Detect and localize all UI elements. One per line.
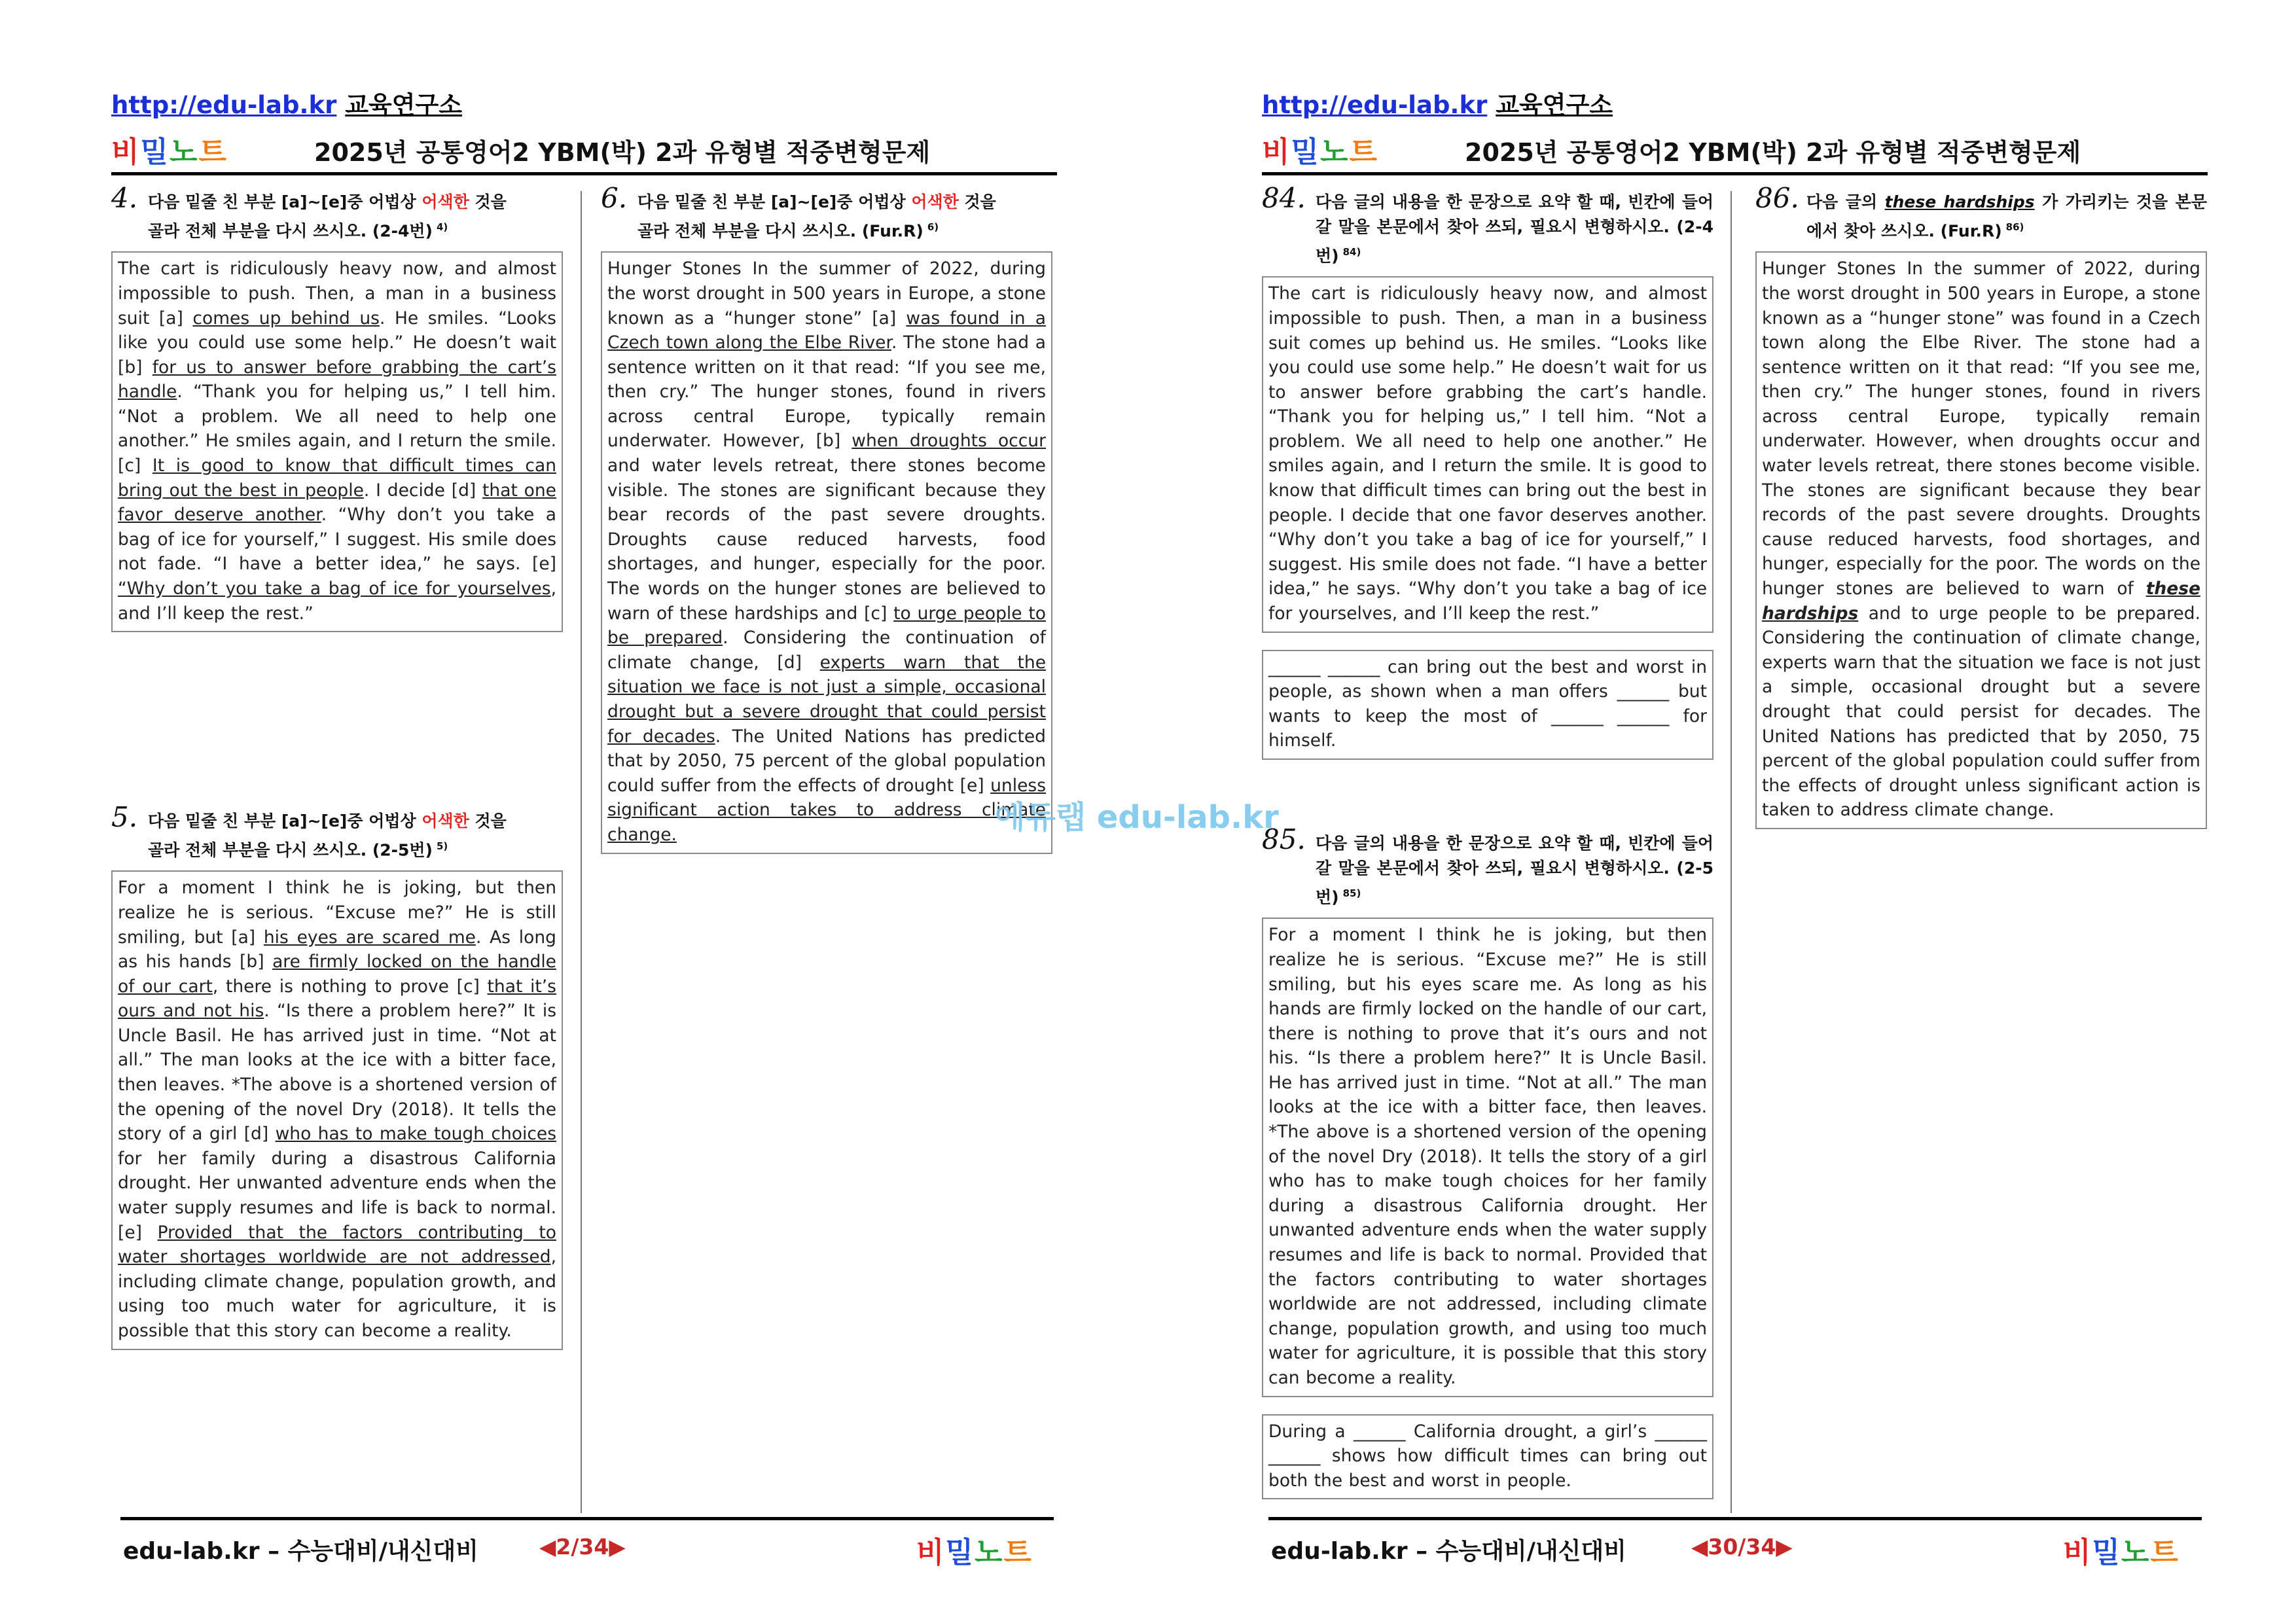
question-84 bbox=[1262, 182, 1713, 760]
question-number: 6. bbox=[601, 182, 628, 214]
summary-box: During a ______ California drought, a girl’s ______ ______ shows how difficult times can bring out both the best and worst in people. bbox=[1262, 1414, 1713, 1500]
question-4 bbox=[111, 182, 563, 632]
underlined-part-d: experts warn that the situation we face is not just a simple, occasional drought but a severe drought that could persist for decades bbox=[607, 652, 1046, 747]
underlined-part-c: to urge people to be prepared bbox=[607, 603, 1046, 649]
footer-brand-logo: 비밀노트 bbox=[2063, 1536, 2180, 1569]
site-org: 교육연구소 bbox=[345, 91, 462, 119]
site-url[interactable]: http://edu-lab.kr bbox=[1262, 91, 1488, 119]
underlined-part-b: are firmly locked on the handle of our cart bbox=[118, 952, 556, 997]
question-number: 4. bbox=[111, 182, 138, 214]
underlined-part-c: It is good to know that difficult times can bring out the best in people bbox=[118, 455, 557, 501]
passage-box: The cart is ridiculously heavy now, and almost impossible to push. Then, a man in a business suit [a] comes up behind us. He smiles. “Looks like you could use some help.” He doesn’t wait [b] for us to answer before grabbing the cart’s handle. “Thank you for helping us,” I tell him. “Not a problem. We all need to help one another.” He smiles again, and I return the smile. [c] It is good to know that difficult times can bring out the best in people. I decide [d] that one favor deserve another. “Why don’t you take a bag of ice for yourself,” I suggest. His smile does not fade. “I have a better idea,” he says. [e] “Why don’t you take a bag of ice for yourselves, and I’ll keep the rest.” bbox=[111, 251, 563, 632]
passage-box: The cart is ridiculously heavy now, and almost impossible to push. Then, a man in a business suit comes up behind us. He smiles. “Looks like you could use some help.” He doesn’t wait for us to answer before grabbing the cart’s handle. “Thank you for helping us,” I tell him. “Not a problem. We all need to help one another.” He smiles again, and I return the smile. It is good to know that difficult times can bring out the best in people. I decide that one favor deserves another. “Why don’t you take a bag of ice for yourself,” I suggest. His smile does not fade. “I have a better idea,” he says. “Why don’t you take a bag of ice for yourselves, and I’ll keep the rest.” bbox=[1262, 276, 1713, 632]
page-number: ◀30/34▶ bbox=[1691, 1534, 1793, 1560]
passage-box: For a moment I think he is joking, but then realize he is serious. “Excuse me?” He is still smiling, but his eyes scare me. As long as his hands are firmly locked on the handle of our cart, there is nothing to prove that it’s ours and not his. “Is there a problem here?” It is Uncle Basil. He has arrived just in time. “Not at all.” The man looks at the ice with a bitter face, then leaves. *The above is a shortened version of the opening of the novel Dry (2018). It tells the story of a girl who has to make tough choices for her family during a disastrous California drought. Her unwanted adventure ends when the water supply resumes and life is back to normal. Provided that the factors contributing to water shortages worldwide are not addressed, including climate change, population growth, and using too much water for agriculture, it is possible that this story can become a reality. bbox=[1262, 918, 1713, 1397]
question-number: 84. bbox=[1262, 182, 1306, 214]
emphasis-word: 어색한 bbox=[911, 192, 959, 211]
emphasis-word: 어색한 bbox=[422, 812, 469, 830]
site-link[interactable] bbox=[111, 85, 462, 120]
passage-box: For a moment I think he is joking, but then realize he is serious. “Excuse me?” He is still smiling, but [a] his eyes are scared me. As long as his hands [b] are firmly locked on the handle of our cart, there is nothing to prove [c] that it’s ours and not his. “Is there a problem here?” It is Uncle Basil. He has arrived just in time. “Not at all.” The man looks at the ice with a bitter face, then leaves. *The above is a shortened version of the opening of the novel Dry (2018). It tells the story of a girl [d] who has to make tough choices for her family during a disastrous California drought. Her unwanted adventure ends when the water supply resumes and life is back to normal. [e] Provided that the factors contributing to water shortages worldwide are not addressed, including climate change, population growth, and using too much water for agriculture, it is possible that this story can become a reality. bbox=[111, 870, 563, 1349]
footnote-ref: 84) bbox=[1342, 246, 1361, 258]
doc-title: 2025년 공통영어2 YBM(박) 2과 유형별 적중변형문제 bbox=[1465, 138, 2081, 167]
question-header: 4. 다음 밑줄 친 부분 [a]~[e]중 어법상 어색한 것을 골라 전체 부분을 다시 쓰시오. (2-4번) $^{4)}$ bbox=[111, 182, 507, 241]
underlined-part-d: that one favor deserve another bbox=[118, 480, 556, 526]
question-85 bbox=[1262, 823, 1713, 1499]
watermark: 에듀랩 edu-lab.kr bbox=[995, 799, 1279, 836]
footer-rule bbox=[120, 1517, 1054, 1520]
question-6 bbox=[601, 182, 1052, 854]
passage-box: Hunger Stones In the summer of 2022, during the worst drought in 500 years in Europe, a stone known as a “hunger stone” [a] was found in a Czech town along the Elbe River. The stone had a sentence written on it that read: “If you see me, then cry.” The hunger stones, found in rivers across central Europe, typically remain underwater. However, [b] when droughts occur and water levels retreat, there stones become visible. The stones are significant because they bear records of the past severe droughts. Droughts cause reduced harvests, food shortages, and hunger, especially for the poor. The words on the hunger stones are believed to warn of these hardships and [c] to urge people to be prepared. Considering the continuation of climate change, [d] experts warn that the situation we face is not just a simple, occasional drought but a severe drought that could persist for decades. The United Nations has predicted that by 2050, 75 percent of the global population could suffer from the effects of drought [e] unless significant action takes to address climate change. bbox=[601, 251, 1052, 853]
site-org: 교육연구소 bbox=[1496, 91, 1613, 119]
footnote-ref: 86) bbox=[2005, 221, 2024, 233]
header-rule bbox=[111, 172, 1057, 175]
question-number: 85. bbox=[1262, 823, 1306, 855]
underlined-part-b: when droughts occur bbox=[852, 431, 1046, 452]
underlined-part-a: his eyes are scared me bbox=[263, 927, 476, 948]
question-header: 6. 다음 밑줄 친 부분 [a]~[e]중 어법상 어색한 것을 골라 전체 부분을 다시 쓰시오. (Fur.R) $^{6)}$ bbox=[601, 182, 996, 241]
underlined-part-d: who has to make tough choices bbox=[275, 1124, 556, 1145]
footer-brand-logo: 비밀노트 bbox=[916, 1536, 1033, 1569]
column-divider bbox=[1731, 191, 1732, 1513]
footnote-ref: 6) bbox=[927, 221, 939, 233]
header-rule bbox=[1262, 172, 2208, 175]
question-header: 5. 다음 밑줄 친 부분 [a]~[e]중 어법상 어색한 것을 골라 전체 부분을 다시 쓰시오. (2-5번) $^{5)}$ bbox=[111, 801, 507, 860]
underlined-part-b: for us to answer before grabbing the cart’s handle bbox=[118, 357, 556, 402]
question-header: 84. 다음 글의 내용을 한 문장으로 요약 할 때, 빈칸에 들어갈 말을 본문에서 찾아 쓰되, 필요시 변형하시오. (2-4번) $^{84)}$ bbox=[1262, 182, 1713, 266]
summary-box: ______ ______ can bring out the best and worst in people, as shown when a man offers ______ but wants to keep the most of ______ ______ for himself. bbox=[1262, 650, 1713, 760]
page-number: ◀2/34▶ bbox=[539, 1534, 626, 1560]
question-number: 5. bbox=[111, 801, 138, 833]
underlined-part-e: Provided that the factors contributing to water shortages worldwide are not addressed bbox=[118, 1222, 557, 1268]
question-header: 86. 다음 글의 these hardships 가 가리키는 것을 본문에서 찾아 쓰시오. (Fur.R) $^{86)}$ bbox=[1755, 182, 2207, 241]
footnote-ref: 4) bbox=[436, 221, 448, 233]
passage-box: Hunger Stones In the summer of 2022, during the worst drought in 500 years in Europe, a stone known as a “hunger stone” was found in a Czech town along the Elbe River. The stone had a sentence written on it that read: “If you see me, then cry.” The hunger stones, found in rivers across central Europe, typically remain underwater. However, when droughts occur and water levels retreat, there stones become visible. The stones are significant because they bear records of the past severe droughts. Droughts cause reduced harvests, food shortages, and hunger, especially for the poor. The words on the hunger stones are believed to warn of these hardships and to urge people to be prepared. Considering the continuation of climate change, experts warn that the situation we face is not just a simple, occasional drought but a severe drought that could persist for decades. The United Nations has predicted that by 2050, 75 percent of the global population could suffer from the effects of drought unless significant action is taken to address climate change. bbox=[1755, 251, 2207, 829]
target-phrase-in-passage: these hardships bbox=[1762, 579, 2200, 624]
footnote-ref: 5) bbox=[436, 840, 448, 852]
footnote-ref: 85) bbox=[1342, 887, 1361, 899]
doc-title: 2025년 공통영어2 YBM(박) 2과 유형별 적중변형문제 bbox=[314, 138, 931, 167]
underlined-part-c: that it’s ours and not his bbox=[118, 976, 556, 1022]
site-url[interactable]: http://edu-lab.kr bbox=[111, 91, 337, 119]
underlined-part-a: comes up behind us bbox=[192, 308, 380, 329]
brand-logo: 비밀노트 bbox=[1262, 135, 1379, 169]
brand-row bbox=[111, 128, 1054, 169]
footer-rule bbox=[1268, 1517, 2202, 1520]
column-divider bbox=[581, 191, 582, 1513]
underlined-part-a: was found in a Czech town along the Elbe River bbox=[607, 308, 1046, 353]
brand-row bbox=[1262, 128, 2204, 169]
site-link[interactable] bbox=[1262, 85, 1613, 120]
question-number: 86. bbox=[1755, 182, 1799, 214]
footer-site: edu-lab.kr – 수능대비/내신대비 bbox=[1271, 1538, 1626, 1565]
target-phrase: these hardships bbox=[1884, 192, 2035, 211]
question-header: 85. 다음 글의 내용을 한 문장으로 요약 할 때, 빈칸에 들어갈 말을 본문에서 찾아 쓰되, 필요시 변형하시오. (2-5번) $^{85)}$ bbox=[1262, 823, 1713, 907]
underlined-part-e: unless significant action takes to address climate change. bbox=[607, 775, 1046, 845]
question-5 bbox=[111, 801, 563, 1350]
brand-logo: 비밀노트 bbox=[111, 135, 228, 169]
right-page bbox=[1148, 0, 2296, 1623]
footer-site: edu-lab.kr – 수능대비/내신대비 bbox=[123, 1538, 478, 1565]
underlined-part-e: “Why don’t you take a bag of ice for yourselves bbox=[118, 579, 551, 599]
emphasis-word: 어색한 bbox=[422, 192, 469, 211]
question-86 bbox=[1755, 182, 2207, 829]
